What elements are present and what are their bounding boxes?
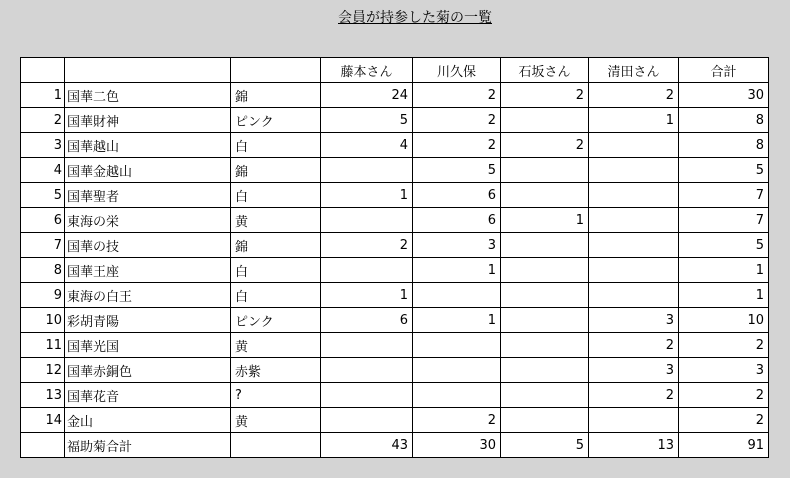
kawakubo-cell[interactable]: 30	[413, 433, 501, 458]
kawakubo-cell[interactable]: 3	[413, 233, 501, 258]
ishizaka-cell[interactable]	[501, 183, 589, 208]
fujimoto-cell[interactable]: 4	[321, 133, 413, 158]
ishizaka-cell[interactable]	[501, 258, 589, 283]
fujimoto-cell[interactable]: 6	[321, 308, 413, 333]
color-cell[interactable]: 白	[231, 133, 321, 158]
color-cell[interactable]: ピンク	[231, 108, 321, 133]
variety-cell[interactable]: 国華金越山	[65, 158, 231, 183]
sheet-title[interactable]: 会員が持参した菊の一覧	[338, 10, 492, 26]
color-cell[interactable]: 黄	[231, 208, 321, 233]
color-cell[interactable]	[231, 58, 321, 83]
variety-cell[interactable]: 国華赤銅色	[65, 358, 231, 383]
variety-cell[interactable]: 国華王座	[65, 258, 231, 283]
chrysanthemum-table	[20, 57, 769, 458]
header-row	[21, 58, 769, 83]
total-cell[interactable]: 5	[679, 158, 769, 183]
row-number-cell[interactable]: 13	[21, 383, 65, 408]
ishizaka-cell[interactable]: 5	[501, 433, 589, 458]
row-number-cell[interactable]: 12	[21, 358, 65, 383]
kawakubo-cell[interactable]	[413, 358, 501, 383]
kiyota-cell[interactable]	[589, 258, 679, 283]
total-cell[interactable]: 合計	[679, 58, 769, 83]
color-cell[interactable]: 黄	[231, 408, 321, 433]
ishizaka-cell[interactable]: 2	[501, 133, 589, 158]
row-number-cell[interactable]: 3	[21, 133, 65, 158]
total-cell[interactable]: 2	[679, 333, 769, 358]
table-row	[21, 158, 769, 183]
kawakubo-cell[interactable]: 6	[413, 208, 501, 233]
total-cell[interactable]: 7	[679, 208, 769, 233]
ishizaka-cell[interactable]	[501, 408, 589, 433]
ishizaka-cell[interactable]: 1	[501, 208, 589, 233]
ishizaka-cell[interactable]	[501, 358, 589, 383]
total-cell[interactable]: 2	[679, 408, 769, 433]
fujimoto-cell[interactable]	[321, 258, 413, 283]
fujimoto-cell[interactable]	[321, 408, 413, 433]
table-row	[21, 333, 769, 358]
ishizaka-cell[interactable]: 2	[501, 83, 589, 108]
table-row	[21, 308, 769, 333]
total-row	[21, 433, 769, 458]
kawakubo-cell[interactable]: 2	[413, 83, 501, 108]
total-cell[interactable]: 8	[679, 133, 769, 158]
row-number-cell[interactable]: 7	[21, 233, 65, 258]
fujimoto-cell[interactable]	[321, 383, 413, 408]
total-cell[interactable]: 5	[679, 233, 769, 258]
total-cell[interactable]: 3	[679, 358, 769, 383]
fujimoto-cell[interactable]: 5	[321, 108, 413, 133]
fujimoto-cell[interactable]	[321, 158, 413, 183]
color-cell[interactable]: 白	[231, 183, 321, 208]
total-cell[interactable]: 8	[679, 108, 769, 133]
row-number-cell[interactable]: 11	[21, 333, 65, 358]
fujimoto-cell[interactable]: 24	[321, 83, 413, 108]
kiyota-cell[interactable]	[589, 158, 679, 183]
color-cell[interactable]: 錦	[231, 83, 321, 108]
kiyota-cell[interactable]	[589, 183, 679, 208]
kiyota-cell[interactable]: 2	[589, 83, 679, 108]
ishizaka-cell[interactable]	[501, 283, 589, 308]
kawakubo-cell[interactable]: 2	[413, 133, 501, 158]
color-cell[interactable]: 赤紫	[231, 358, 321, 383]
ishizaka-cell[interactable]	[501, 108, 589, 133]
kiyota-cell[interactable]: 3	[589, 358, 679, 383]
kawakubo-cell[interactable]	[413, 283, 501, 308]
kiyota-cell[interactable]	[589, 208, 679, 233]
fujimoto-cell[interactable]	[321, 333, 413, 358]
ishizaka-cell[interactable]	[501, 158, 589, 183]
variety-cell[interactable]: 国華花音	[65, 383, 231, 408]
ishizaka-cell[interactable]: 石坂さん	[501, 58, 589, 83]
kawakubo-cell[interactable]: 2	[413, 408, 501, 433]
fujimoto-cell[interactable]: 2	[321, 233, 413, 258]
table-row	[21, 83, 769, 108]
row-number-cell[interactable]: 10	[21, 308, 65, 333]
color-cell[interactable]: 錦	[231, 233, 321, 258]
total-cell[interactable]: 30	[679, 83, 769, 108]
color-cell[interactable]: 黄	[231, 333, 321, 358]
table-row	[21, 233, 769, 258]
total-cell[interactable]: 91	[679, 433, 769, 458]
variety-cell[interactable]: 東海の栄	[65, 208, 231, 233]
color-cell[interactable]: 白	[231, 258, 321, 283]
kawakubo-cell[interactable]: 5	[413, 158, 501, 183]
variety-cell[interactable]	[65, 58, 231, 83]
table-row	[21, 208, 769, 233]
total-cell[interactable]: 7	[679, 183, 769, 208]
variety-cell[interactable]: 国華聖者	[65, 183, 231, 208]
variety-cell[interactable]: 国華二色	[65, 83, 231, 108]
row-number-cell[interactable]	[21, 433, 65, 458]
kiyota-cell[interactable]: 2	[589, 383, 679, 408]
kawakubo-cell[interactable]: 6	[413, 183, 501, 208]
variety-cell[interactable]: 彩胡青陽	[65, 308, 231, 333]
variety-cell[interactable]: 国華越山	[65, 133, 231, 158]
ishizaka-cell[interactable]	[501, 333, 589, 358]
kiyota-cell[interactable]: 1	[589, 108, 679, 133]
color-cell[interactable]	[231, 433, 321, 458]
color-cell[interactable]: 錦	[231, 158, 321, 183]
kawakubo-cell[interactable]	[413, 383, 501, 408]
fujimoto-cell[interactable]: 1	[321, 283, 413, 308]
row-number-cell[interactable]: 9	[21, 283, 65, 308]
fujimoto-cell[interactable]	[321, 358, 413, 383]
variety-cell[interactable]: 国華光国	[65, 333, 231, 358]
table-row	[21, 108, 769, 133]
row-number-cell[interactable]: 8	[21, 258, 65, 283]
variety-cell[interactable]: 国華の技	[65, 233, 231, 258]
kiyota-cell[interactable]	[589, 408, 679, 433]
kiyota-cell[interactable]: 3	[589, 308, 679, 333]
table-row	[21, 408, 769, 433]
row-number-cell[interactable]: 1	[21, 83, 65, 108]
fujimoto-cell[interactable]: 藤本さん	[321, 58, 413, 83]
table-row	[21, 383, 769, 408]
total-cell[interactable]: 10	[679, 308, 769, 333]
row-number-cell[interactable]: 14	[21, 408, 65, 433]
variety-cell[interactable]: 金山	[65, 408, 231, 433]
variety-cell[interactable]: 国華財神	[65, 108, 231, 133]
table-row	[21, 183, 769, 208]
total-cell[interactable]: 2	[679, 383, 769, 408]
kawakubo-cell[interactable]: 1	[413, 258, 501, 283]
kawakubo-cell[interactable]	[413, 333, 501, 358]
ishizaka-cell[interactable]	[501, 383, 589, 408]
fujimoto-cell[interactable]: 1	[321, 183, 413, 208]
color-cell[interactable]: ピンク	[231, 308, 321, 333]
table-row	[21, 133, 769, 158]
variety-cell[interactable]: 東海の白王	[65, 283, 231, 308]
fujimoto-cell[interactable]: 43	[321, 433, 413, 458]
kiyota-cell[interactable]: 13	[589, 433, 679, 458]
total-cell[interactable]: 1	[679, 258, 769, 283]
color-cell[interactable]: ?	[231, 383, 321, 408]
row-number-cell[interactable]: 5	[21, 183, 65, 208]
kiyota-cell[interactable]	[589, 283, 679, 308]
fujimoto-cell[interactable]	[321, 208, 413, 233]
row-number-cell[interactable]: 2	[21, 108, 65, 133]
total-cell[interactable]: 1	[679, 283, 769, 308]
kiyota-cell[interactable]	[589, 233, 679, 258]
ishizaka-cell[interactable]	[501, 233, 589, 258]
row-number-cell[interactable]: 6	[21, 208, 65, 233]
table-row	[21, 358, 769, 383]
kiyota-cell[interactable]: 2	[589, 333, 679, 358]
variety-cell[interactable]: 福助菊合計	[65, 433, 231, 458]
row-number-cell[interactable]	[21, 58, 65, 83]
row-number-cell[interactable]: 4	[21, 158, 65, 183]
kawakubo-cell[interactable]: 2	[413, 108, 501, 133]
kiyota-cell[interactable]: 清田さん	[589, 58, 679, 83]
table-row	[21, 258, 769, 283]
kawakubo-cell[interactable]: 川久保	[413, 58, 501, 83]
kiyota-cell[interactable]	[589, 133, 679, 158]
kawakubo-cell[interactable]: 1	[413, 308, 501, 333]
table-row	[21, 283, 769, 308]
ishizaka-cell[interactable]	[501, 308, 589, 333]
color-cell[interactable]: 白	[231, 283, 321, 308]
